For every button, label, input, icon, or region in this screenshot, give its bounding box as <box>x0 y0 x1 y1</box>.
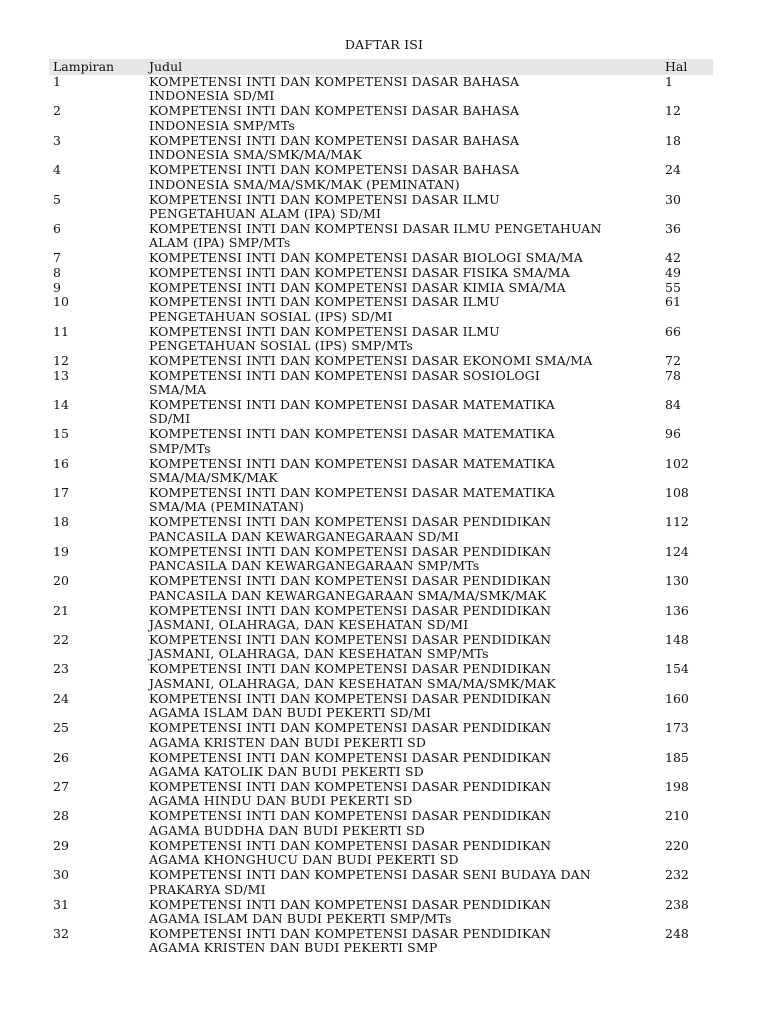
entry-title: KOMPETENSI INTI DAN KOMPETENSI DASAR PENDIDIKAN AGAMA ISLAM DAN BUDI PEKERTI SD/MI <box>149 690 552 721</box>
toc-entry <box>49 398 713 427</box>
toc-header-row <box>49 59 713 75</box>
toc-entry <box>49 662 713 691</box>
entry-page-number: 102 <box>665 455 689 471</box>
entry-number: 8 <box>53 264 61 280</box>
entry-number: 28 <box>53 808 69 824</box>
entry-page-number: 112 <box>665 514 689 530</box>
entry-number: 23 <box>53 661 69 677</box>
entry-title: KOMPETENSI INTI DAN KOMPETENSI DASAR PENDIDIKAN AGAMA HINDU DAN BUDI PEKERTI SD <box>149 778 552 809</box>
entry-page-number: 130 <box>665 573 689 589</box>
entry-page-number: 160 <box>665 690 689 706</box>
entry-title: KOMPETENSI INTI DAN KOMPETENSI DASAR MATEMATIKA SMA/MA/SMK/MAK <box>149 455 555 486</box>
entry-number: 7 <box>53 250 61 266</box>
entry-page-number: 248 <box>665 925 689 941</box>
toc-entry <box>49 104 713 133</box>
entry-title: KOMPETENSI INTI DAN KOMPETENSI DASAR ILMU PENGETAHUAN SOSIAL (IPS) SMP/MTs <box>149 323 500 353</box>
toc-entry <box>49 692 713 721</box>
toc-entry <box>49 574 713 603</box>
entry-number: 31 <box>53 896 69 912</box>
toc-entry <box>49 251 713 266</box>
entry-page-number: 124 <box>665 543 689 559</box>
entry-number: 12 <box>53 352 69 368</box>
toc-entry <box>49 457 713 486</box>
entry-page-number: 238 <box>665 896 689 912</box>
entry-number: 22 <box>53 632 69 648</box>
entry-title: KOMPETENSI INTI DAN KOMPETENSI DASAR SOSIOLOGI SMA/MA <box>149 367 540 397</box>
entry-title: KOMPETENSI INTI DAN KOMPETENSI DASAR MATEMATIKA SMA/MA (PEMINATAN) <box>149 485 555 515</box>
entry-title: KOMPETENSI INTI DAN KOMPETENSI DASAR BAHASA INDONESIA SMP/MTs <box>149 103 520 133</box>
entry-page-number: 55 <box>665 279 681 295</box>
entry-page-number: 61 <box>665 294 681 310</box>
entry-page-number: 84 <box>665 396 681 412</box>
toc-entry <box>49 354 713 369</box>
entry-title: KOMPETENSI INTI DAN KOMPETENSI DASAR PENDIDIKAN AGAMA KRISTEN DAN BUDI PEKERTI SMP <box>149 925 552 956</box>
header-hal: Hal <box>665 58 688 74</box>
toc-entry <box>49 266 713 281</box>
toc-entry <box>49 898 713 927</box>
entry-title: KOMPETENSI INTI DAN KOMPETENSI DASAR BAHASA INDONESIA SMA/SMK/MA/MAK <box>149 132 520 163</box>
entry-number: 5 <box>53 191 61 207</box>
entry-number: 3 <box>53 132 61 148</box>
entry-page-number: 1 <box>665 74 673 89</box>
entry-page-number: 136 <box>665 602 689 618</box>
entry-page-number: 24 <box>665 162 681 178</box>
entry-title: KOMPETENSI INTI DAN KOMPETENSI DASAR PENDIDIKAN PANCASILA DAN KEWARGANEGARAAN SMP/MTs <box>149 543 552 574</box>
entry-number: 32 <box>53 925 69 941</box>
entry-number: 26 <box>53 749 69 765</box>
header-lampiran: Lampiran <box>53 58 115 74</box>
entry-page-number: 148 <box>665 632 689 648</box>
toc-entry <box>49 721 713 750</box>
entry-title: KOMPETENSI INTI DAN KOMPETENSI DASAR PENDIDIKAN JASMANI, OLAHRAGA, DAN KESEHATAN SD/MI <box>149 602 552 633</box>
entry-page-number: 198 <box>665 778 689 794</box>
entry-title: KOMPETENSI INTI DAN KOMPETENSI DASAR BIOLOGI SMA/MA <box>149 250 583 266</box>
entry-page-number: 66 <box>665 323 681 339</box>
toc-entry <box>49 427 713 456</box>
entry-number: 1 <box>53 74 61 89</box>
toc-entry <box>49 515 713 544</box>
entry-title: KOMPETENSI INTI DAN KOMPETENSI DASAR PENDIDIKAN AGAMA KHONGHUCU DAN BUDI PEKERTI SD <box>149 837 552 868</box>
toc-entry <box>49 281 713 296</box>
entry-number: 17 <box>53 485 69 501</box>
toc-body <box>49 75 713 956</box>
entry-number: 11 <box>53 323 69 339</box>
entry-page-number: 30 <box>665 191 681 207</box>
page-title: DAFTAR ISI <box>344 37 424 52</box>
entry-page-number: 173 <box>665 720 689 736</box>
entry-title: KOMPETENSI INTI DAN KOMPETENSI DASAR BAHASA INDONESIA SMA/MA/SMK/MAK (PEMINATAN) <box>149 162 520 192</box>
entry-page-number: 108 <box>665 485 689 501</box>
entry-page-number: 185 <box>665 749 689 765</box>
entry-number: 6 <box>53 220 61 236</box>
toc-entry <box>49 751 713 780</box>
entry-title: KOMPETENSI INTI DAN KOMPETENSI DASAR PENDIDIKAN AGAMA KATOLIK DAN BUDI PEKERTI SD <box>149 749 552 779</box>
toc-entry <box>49 545 713 574</box>
entry-title: KOMPETENSI INTI DAN KOMPETENSI DASAR PENDIDIKAN AGAMA BUDDHA DAN BUDI PEKERTI SD <box>149 808 552 838</box>
entry-title: KOMPETENSI INTI DAN KOMPETENSI DASAR PENDIDIKAN PANCASILA DAN KEWARGANEGARAAN SMA/MA/SMK/MAK <box>149 573 552 603</box>
entry-title: KOMPETENSI INTI DAN KOMPETENSI DASAR MATEMATIKA SD/MI <box>149 396 555 427</box>
entry-page-number: 12 <box>665 103 681 119</box>
entry-page-number: 36 <box>665 220 681 236</box>
entry-page-number: 220 <box>665 837 689 853</box>
entry-number: 14 <box>53 396 69 412</box>
entry-title: KOMPETENSI INTI DAN KOMPETENSI DASAR PENDIDIKAN AGAMA ISLAM DAN BUDI PEKERTI SMP/MTs <box>149 896 552 926</box>
entry-title: KOMPETENSI INTI DAN KOMPETENSI DASAR MATEMATIKA SMP/MTs <box>149 426 555 456</box>
entry-title: KOMPETENSI INTI DAN KOMPETENSI DASAR PENDIDIKAN JASMANI, OLAHRAGA, DAN KESEHATAN SMA/MA/SMK/MAK <box>149 661 556 691</box>
toc-entry <box>49 325 713 354</box>
entry-number: 20 <box>53 573 69 589</box>
entry-title: KOMPETENSI INTI DAN KOMPETENSI DASAR KIMIA SMA/MA <box>149 279 566 295</box>
toc-entry <box>49 134 713 163</box>
toc-entry <box>49 780 713 809</box>
entry-title: KOMPETENSI INTI DAN KOMPETENSI DASAR ILMU PENGETAHUAN SOSIAL (IPS) SD/MI <box>149 294 500 324</box>
toc-entry <box>49 163 713 192</box>
entry-number: 2 <box>53 103 61 119</box>
table-of-contents <box>49 59 713 956</box>
entry-page-number: 96 <box>665 426 681 442</box>
entry-page-number: 42 <box>665 250 681 266</box>
entry-page-number: 154 <box>665 661 689 677</box>
entry-title: KOMPETENSI INTI DAN KOMPTENSI DASAR ILMU PENGETAHUAN ALAM (IPA) SMP/MTs <box>149 220 602 251</box>
entry-page-number: 232 <box>665 867 689 883</box>
entry-title: KOMPETENSI INTI DAN KOMPETENSI DASAR EKONOMI SMA/MA <box>149 352 593 368</box>
toc-entry <box>49 193 713 222</box>
entry-page-number: 72 <box>665 352 681 368</box>
toc-entry <box>49 75 713 104</box>
entry-title: KOMPETENSI INTI DAN KOMPETENSI DASAR PENDIDIKAN PANCASILA DAN KEWARGANEGARAAN SD/MI <box>149 514 552 544</box>
entry-number: 13 <box>53 367 69 383</box>
header-judul: Judul <box>149 58 183 74</box>
entry-title: KOMPETENSI INTI DAN KOMPETENSI DASAR PENDIDIKAN AGAMA KRISTEN DAN BUDI PEKERTI SD <box>149 720 552 750</box>
toc-entry <box>49 868 713 897</box>
entry-title: KOMPETENSI INTI DAN KOMPETENSI DASAR ILMU PENGETAHUAN ALAM (IPA) SD/MI <box>149 191 500 221</box>
entry-title: KOMPETENSI INTI DAN KOMPETENSI DASAR PENDIDIKAN JASMANI, OLAHRAGA, DAN KESEHATAN SMP/MTs <box>149 632 552 662</box>
toc-entry <box>49 222 713 251</box>
entry-page-number: 78 <box>665 367 681 383</box>
toc-entry <box>49 809 713 838</box>
entry-number: 27 <box>53 778 69 794</box>
entry-number: 19 <box>53 543 69 559</box>
entry-title: KOMPETENSI INTI DAN KOMPETENSI DASAR SENI BUDAYA DAN PRAKARYA SD/MI <box>149 867 591 897</box>
entry-number: 25 <box>53 720 69 736</box>
toc-entry <box>49 839 713 868</box>
entry-number: 9 <box>53 279 61 295</box>
entry-number: 30 <box>53 867 69 883</box>
toc-entry <box>49 604 713 633</box>
toc-entry <box>49 486 713 515</box>
entry-number: 24 <box>53 690 69 706</box>
toc-entry <box>49 369 713 398</box>
toc-entry <box>49 927 713 956</box>
entry-page-number: 18 <box>665 132 681 148</box>
entry-number: 29 <box>53 837 69 853</box>
entry-number: 18 <box>53 514 69 530</box>
entry-number: 15 <box>53 426 69 442</box>
entry-number: 10 <box>53 294 69 310</box>
entry-number: 21 <box>53 602 69 618</box>
toc-entry <box>49 633 713 662</box>
entry-number: 4 <box>53 162 61 178</box>
toc-entry <box>49 295 713 324</box>
entry-number: 16 <box>53 455 69 471</box>
entry-page-number: 210 <box>665 808 689 824</box>
entry-title: KOMPETENSI INTI DAN KOMPETENSI DASAR BAHASA INDONESIA SD/MI <box>149 74 520 104</box>
entry-title: KOMPETENSI INTI DAN KOMPETENSI DASAR FISIKA SMA/MA <box>149 264 570 280</box>
entry-page-number: 49 <box>665 264 681 280</box>
